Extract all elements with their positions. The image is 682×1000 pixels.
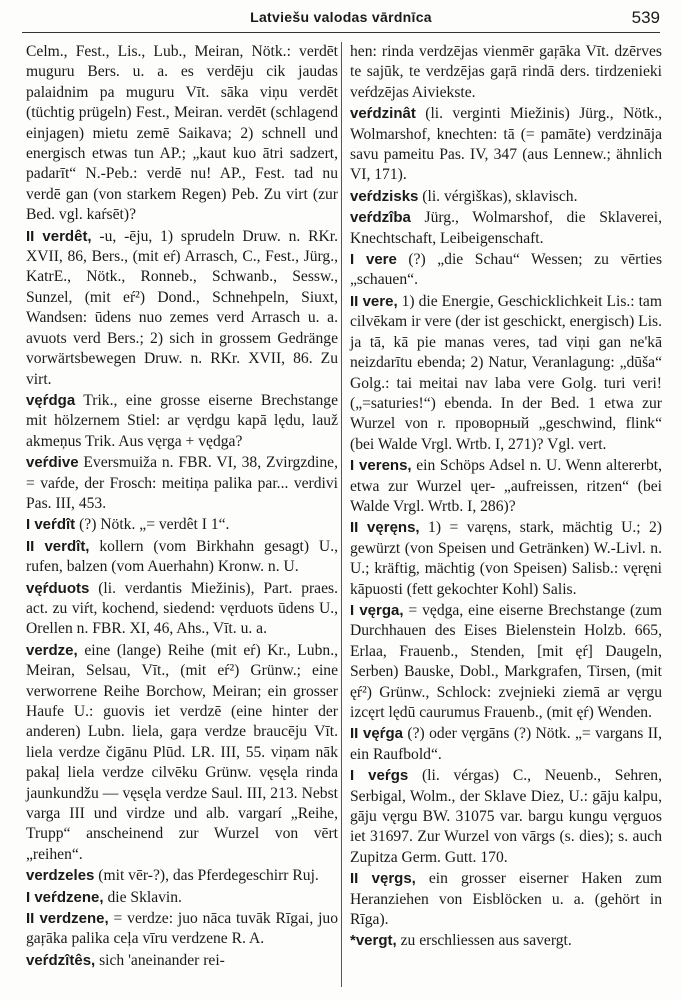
- dictionary-entry: II verdêt, -u, -ēju, 1) sprudeln Druw. n. RKr. XVII, 86, Bers., (mit eŕ) Arrasch, C., Fest., Jürg., KatrE., Nötk., Ronneb., Schwanb., Sessw., Sunzel, (mit eŕ²) Dond., Schnehpeln, Siuxt, Wandsen: ūdens nuo zemes verd Arrasch u. a. avuots verd Bers.; 2) sich in grossem Gedränge vorwärtsbewegen Druw. n. RKr. XVII, 86. Zu virt.: [26, 227, 338, 388]
- dictionary-entry: verdze, eine (lange) Reihe (mit eŕ) Kr., Lubn., Meiran, Selsau, Vīt., (mit eŕ²) Grünw.; eine verworrene Reihe Borchow, Meiran; ein grosser Haufe U.: guovis iet verdzē (eine hinter der anderen) Lubn. liela, gaŗa verdze braucēju Vīt. liela verdze čigānu Plūd. LR. III, 55. viņam nāk pakaļ liela verdze cilvēku Grünw. vęsęla rinda jaunkundžu — vęsęla verdze Saul. III, 213. Nebst varga III und virdze und alb. vargarí „Reihe, Trupp“ anscheinend zur Wurzel von vērt „reihen“.: [26, 641, 338, 863]
- dictionary-entry: II vęŕga (?) oder vęrgāns (?) Nötk. „= vargans II, ein Raufbold“.: [350, 725, 662, 763]
- dictionary-entry: II vęręns, 1) = varęns, stark, mächtig U.; 2) gewürzt (von Speisen und Getränken) W.-Livl. n. U.; kräftig, mächtig (von Speisen) Salisb.: vęręni kāpuosti (fett gekochter Kohl) Salis.: [350, 519, 662, 598]
- dictionary-entry: II verdît, kollern (vom Birkhahn gesagt) U., rufen, balzen (vom Auerhahn) Kronw. n. U.: [26, 537, 338, 576]
- dictionary-entry: veŕdive Eversmuiža n. FBR. VI, 38, Zvirgzdine, = vaŕde, der Frosch: meitiņa palika par... verdivi Pas. III, 453.: [26, 454, 338, 512]
- dictionary-entry: *vergt, zu erschliessen aus savergt.: [350, 932, 572, 950]
- headword: veŕdzîba: [350, 209, 411, 227]
- headword: verdzeles: [26, 867, 95, 885]
- headword: I veŕgs: [350, 767, 409, 785]
- page-title: Latviešu valodas vārdnīca: [250, 9, 432, 25]
- dictionary-entry: II vere, 1) die Energie, Geschicklichkeit Lis.: tam cilvēkam ir vere (der ist geschickt, energisch) Lis. ja tā, kā pie manas veres, tad viņi gan ne'kā neizdarītu ebenda; 2) Natur, Veranlagung: „dūša“ Golg.: tai meitai nav laba vere Golg. turi veri! („=saturies!“) ebenda. In der Bed. 1 etwa zur Wurzel von r. проворный „geschwind, flink“ (bei Walde Vrgl. Wrtb. I, 271)? Vgl. vert.: [350, 292, 662, 453]
- left-column: [26, 42, 338, 972]
- headword: II vęrgs,: [350, 870, 416, 888]
- dictionary-entry: verdzeles (mit vēr-?), das Pferdegeschirr Ruj.: [26, 867, 319, 885]
- headword: I vęrga,: [350, 601, 404, 619]
- page-header: [22, 8, 660, 33]
- headword: verdze,: [26, 641, 78, 659]
- dictionary-entry: I verens, ein Schöps Adsel n. U. Wenn altererbt, etwa zur Wurzel ųer- „aufreissen, ritzen“ (bei Walde Vrgl. Wrtb. I, 286)?: [350, 457, 663, 515]
- dictionary-entry: I veŕdît (?) Nötk. „= verdêt I 1“.: [26, 516, 230, 534]
- dictionary-entry: vęŕdga Trik., eine grosse eiserne Brechstange mit hölzernem Stiel: ar vęrdgu kapā lędu, lauž akmeņus Trik. Aus vęrga + vędga?: [26, 391, 338, 450]
- dictionary-entry: II vęrgs, ein grosser eiserner Haken zum Heranziehen von Eisblöcken u. a. (gehört in Rīga).: [350, 870, 662, 929]
- headword: veŕdive: [26, 454, 79, 472]
- headword: II vęŕga: [350, 725, 404, 743]
- dictionary-entry: veŕdzîtês, sich 'aneinander rei-: [26, 951, 225, 969]
- headword: *vergt,: [350, 932, 397, 950]
- dictionary-entry: I vęrga, = vędga, eine eiserne Brechstange (zum Durchhauen des Eises Bielenstein Holzb. 665, Erlaa, Frauenb., Stenden, [mit ęŕ] Daugeln, Serben) Bauske, Dobl., Markgrafen, Tirsen, (mit ęŕ²) Grünw., Schlock: zvejnieki ziemā ar vęrgu izcęrt lędū caurumus Frauenb., (mit ęŕ) Wenden.: [350, 601, 663, 721]
- headword: I verens,: [350, 457, 412, 475]
- dictionary-entry: vęŕduots (li. verdantis Miežinis), Part. praes. act. zu viŕt, kochend, siedend: vęrduots ūdens U., Orellen n. FBR. XI, 46, Ahs., Vīt. u. a.: [26, 579, 338, 638]
- headword: vęŕduots: [26, 579, 90, 597]
- headword: II verdît,: [26, 537, 90, 555]
- headword: I veŕdît: [26, 516, 76, 534]
- dictionary-entry: II verdzene, = verdze: juo nāca tuvāk Rīgai, juo gaŗāka palika ceļa vīru verdzene R. A.: [26, 910, 338, 948]
- dictionary-entry: veŕdzîba Jürg., Wolmarshof, die Sklaverei, Knechtschaft, Leibeigenschaft.: [350, 209, 662, 247]
- dictionary-entry: I veŕgs (li. vérgas) C., Neuenb., Sehren, Serbigal, Wolm., der Sklave Diez, U.: gāju kalpu, gāju vęrgu BW. 31075 var. bargu kungu vęrguos iet 31697. Zur Wurzel von vārgs (s. dies); s. auch Zupitza Germ. Gutt. 170.: [350, 767, 662, 866]
- headword: veŕdzîtês,: [26, 951, 96, 969]
- headword: II vęręns,: [350, 519, 420, 537]
- headword: II verdzene,: [26, 910, 109, 928]
- dictionary-entry: I vere (?) „die Schau“ Wessen; zu vērties „schauen“.: [350, 251, 663, 289]
- dictionary-entry: hen: rinda verdzējas vienmēr gaŗāka Vīt. dzērves te sajūk, te verdzējas gaŗā rindā ders. tirdzenieki veŕdzējas Aiviekste.: [350, 43, 662, 101]
- headword: I veŕdzene,: [26, 888, 104, 906]
- headword: II vere,: [350, 292, 398, 310]
- page-number: 539: [631, 8, 660, 27]
- right-column: [350, 42, 662, 953]
- headword: veŕdzinât: [350, 105, 416, 123]
- headword: veŕdzisks: [350, 187, 419, 205]
- headword: vęŕdga: [26, 391, 76, 409]
- headword: II verdêt,: [26, 227, 92, 245]
- headword: I vere: [350, 251, 397, 269]
- column-divider: [341, 42, 342, 987]
- dictionary-entry: I veŕdzene, die Sklavin.: [26, 888, 182, 906]
- dictionary-entry: veŕdzisks (li. vérgiškas), sklavisch.: [350, 187, 578, 205]
- dictionary-entry: Celm., Fest., Lis., Lub., Meiran, Nötk.: verdēt muguru Bers. u. a. es verdēju cik jaudas palaidnim pa muguru Vīt. sāka viņu verdēt (tüchtig prügeln) Fest., Meiran. verdēt (schlagend einjagen) mietu zemē Saikava; 2) schnell und energisch etwas tun AP.; „kaut kuo ātri sadzert, padarīt“ N.-Peb.: verdē nu! AP., Fest. tad nu verdē gan (von starkem Regen) Peb. Zu virt (zur Bed. vgl. kaŕsēt)?: [26, 43, 338, 224]
- dictionary-entry: veŕdzinât (li. verginti Miežinis) Jürg., Nötk., Wolmarshof, knechten: tā (= pamāte) verdzināja savu pameitu Pas. IV, 347 (aus Lennew.; ähnlich VI, 171).: [350, 105, 662, 184]
